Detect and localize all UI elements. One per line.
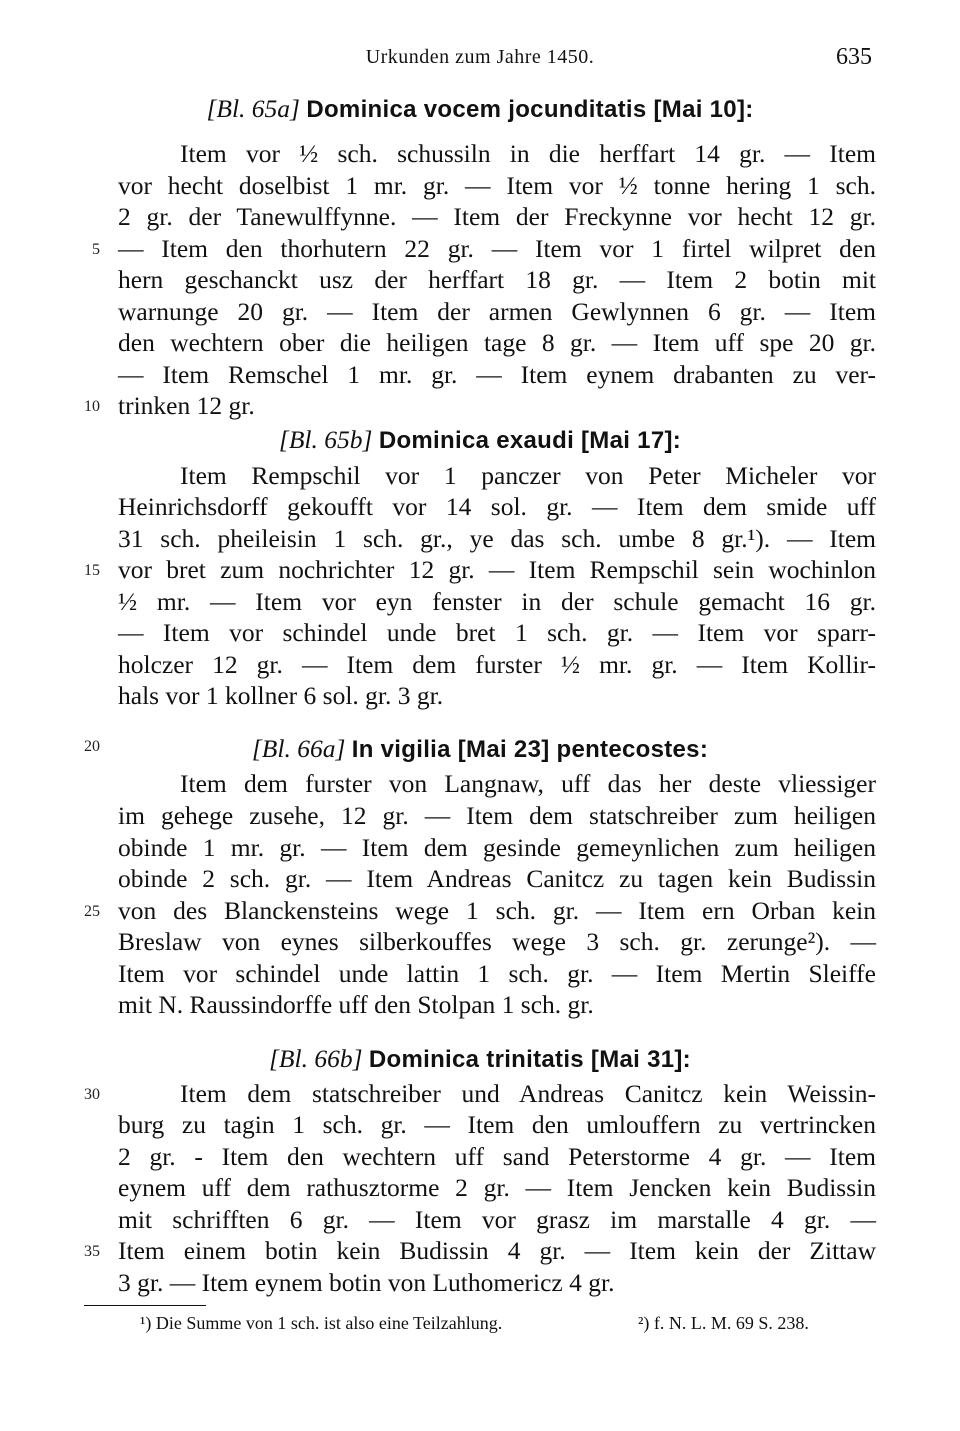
text-line: holczer 12 gr. — Item dem furster ½ mr. gr. — Item Kollir- bbox=[118, 650, 876, 679]
text-line: mit schrifften 6 gr. — Item vor grasz im marstalle 4 gr. — bbox=[118, 1205, 876, 1234]
margin-line-number: 5 bbox=[92, 241, 100, 258]
folio-reference: [Bl. 65a] bbox=[206, 94, 300, 123]
text-line: hals vor 1 kollner 6 sol. gr. 3 gr. bbox=[118, 681, 444, 710]
text-line: Item vor schindel unde lattin 1 sch. gr. — Item Mertin Sleiffe bbox=[118, 959, 876, 988]
text-line: warnunge 20 gr. — Item der armen Gewlynnen 6 gr. — Item bbox=[118, 297, 876, 326]
running-title: Urkunden zum Jahre 1450. bbox=[365, 46, 595, 68]
text-line: 2 gr. der Tanewulffynne. — Item der Freckynne vor hecht 12 gr. bbox=[118, 202, 876, 231]
text-line: 2 gr. - Item den wechtern uff sand Peterstorme 4 gr. — Item bbox=[118, 1142, 876, 1171]
section-title: Dominica vocem jocunditatis [Mai 10]: bbox=[306, 96, 754, 123]
footnote-1: ¹) Die Summe von 1 sch. ist also eine Teilzahlung. bbox=[140, 1313, 503, 1333]
footnote-2: ²) f. N. L. M. 69 S. 238. bbox=[638, 1313, 809, 1333]
text-line: von des Blanckensteins wege 1 sch. gr. — Item ern Orban kein bbox=[118, 896, 876, 925]
text-line: im gehege zusehe, 12 gr. — Item dem statschreiber zum heiligen bbox=[118, 801, 876, 830]
text-line: den wechtern ober die heiligen tage 8 gr. — Item uff spe 20 gr. bbox=[118, 328, 876, 357]
folio-reference: [Bl. 66a] bbox=[251, 734, 346, 763]
margin-line-number: 35 bbox=[84, 1243, 100, 1260]
text-line: Item dem statschreiber und Andreas Canitcz kein Weissin- bbox=[180, 1079, 876, 1108]
section-heading-2 bbox=[0, 424, 960, 456]
margin-line-number: 25 bbox=[84, 903, 100, 920]
running-head bbox=[0, 44, 960, 76]
footnote-rule bbox=[84, 1305, 206, 1306]
text-line: vor bret zum nochrichter 12 gr. — Item Rempschil sein wochinlon bbox=[118, 555, 876, 584]
text-line: trinken 12 gr. bbox=[118, 391, 255, 420]
text-line: — Item Remschel 1 mr. gr. — Item eynem drabanten zu ver- bbox=[118, 360, 876, 389]
folio-reference: [Bl. 65b] bbox=[278, 425, 373, 454]
text-line: Item einem botin kein Budissin 4 gr. — Item kein der Zittaw bbox=[118, 1236, 876, 1265]
margin-line-number: 20 bbox=[84, 738, 100, 755]
margin-line-number: 10 bbox=[84, 398, 100, 415]
section-heading-1 bbox=[0, 93, 960, 125]
text-line: Breslaw von eynes silberkouffes wege 3 sch. gr. zerunge²). — bbox=[118, 927, 876, 956]
text-line: obinde 1 mr. gr. — Item dem gesinde gemeynlichen zum heiligen bbox=[118, 833, 876, 862]
text-line: hern geschanckt usz der herffart 18 gr. — Item 2 botin mit bbox=[118, 265, 876, 294]
text-line: eynem uff dem rathusztorme 2 gr. — Item Jencken kein Budissin bbox=[118, 1173, 876, 1202]
text-line: 3 gr. — Item eynem botin von Luthomericz 4 gr. bbox=[118, 1268, 615, 1297]
text-line: ½ mr. — Item vor eyn fenster in der schule gemacht 16 gr. bbox=[118, 587, 876, 616]
text-line: 31 sch. pheileisin 1 sch. gr., ye das sch. umbe 8 gr.¹). — Item bbox=[118, 524, 876, 553]
text-line: Heinrichsdorff gekoufft vor 14 sol. gr. — Item dem smide uff bbox=[118, 492, 876, 521]
section-heading-4 bbox=[0, 1043, 960, 1075]
text-line: — Item den thorhutern 22 gr. — Item vor 1 firtel wilpret den bbox=[118, 234, 876, 263]
text-line: obinde 2 sch. gr. — Item Andreas Canitcz zu tagen kein Budissin bbox=[118, 864, 876, 893]
margin-line-number: 30 bbox=[84, 1086, 100, 1103]
section-title: Dominica trinitatis [Mai 31]: bbox=[368, 1046, 691, 1073]
text-line: Item Rempschil vor 1 panczer von Peter Micheler vor bbox=[180, 461, 876, 490]
section-title: In vigilia [Mai 23] pentecostes: bbox=[351, 736, 709, 763]
page-number: 635 bbox=[836, 44, 872, 70]
margin-line-number: 15 bbox=[84, 562, 100, 579]
text-line: Item dem furster von Langnaw, uff das her deste vliessiger bbox=[180, 769, 876, 798]
text-line: burg zu tagin 1 sch. gr. — Item den umlouffern zu vertrincken bbox=[118, 1110, 876, 1139]
text-line: vor hecht doselbist 1 mr. gr. — Item vor ½ tonne hering 1 sch. bbox=[118, 171, 876, 200]
text-line: — Item vor schindel unde bret 1 sch. gr. — Item vor sparr- bbox=[118, 618, 876, 647]
section-title: Dominica exaudi [Mai 17]: bbox=[378, 427, 682, 454]
text-line: mit N. Raussindorffe uff den Stolpan 1 sch. gr. bbox=[118, 990, 594, 1019]
text-line: Item vor ½ sch. schussiln in die herffart 14 gr. — Item bbox=[180, 139, 876, 168]
folio-reference: [Bl. 66b] bbox=[269, 1044, 363, 1073]
footnotes bbox=[140, 1313, 880, 1343]
section-heading-3 bbox=[0, 733, 960, 765]
